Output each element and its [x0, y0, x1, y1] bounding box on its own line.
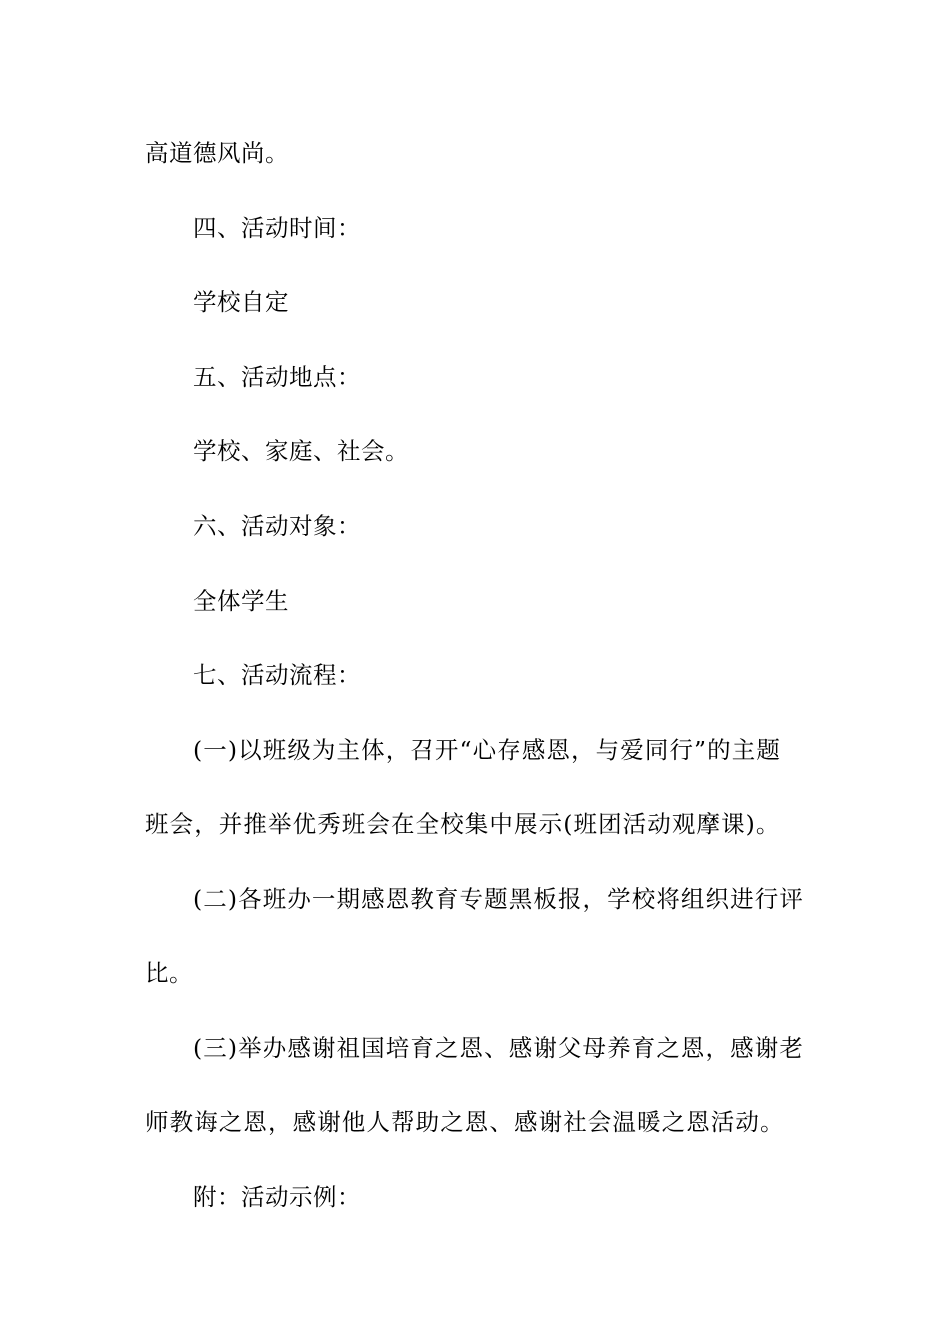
section-heading-activity-target: 六、活动对象：: [193, 512, 361, 540]
process-item-3-line-2: 师教诲之恩，感谢他人帮助之恩、感谢社会温暖之恩活动。: [145, 1108, 785, 1136]
process-item-3-line-1: (三)举办感谢祖国培育之恩、感谢父母养育之恩，感谢老: [193, 1034, 804, 1062]
process-item-1-line-2: 班会，并推举优秀班会在全校集中展示(班团活动观摩课)。: [145, 810, 781, 838]
process-item-2-line-2: 比。: [145, 959, 193, 987]
section-heading-activity-time: 四、活动时间：: [193, 214, 361, 242]
activity-location-value: 学校、家庭、社会。: [193, 437, 409, 465]
section-heading-activity-process: 七、活动流程：: [193, 661, 361, 689]
process-item-2-line-1: (二)各班办一期感恩教育专题黑板报，学校将组织进行评: [193, 885, 804, 913]
activity-time-value: 学校自定: [193, 288, 289, 316]
appendix-heading: 附：活动示例：: [193, 1183, 361, 1211]
section-heading-activity-location: 五、活动地点：: [193, 363, 361, 391]
paragraph-line-continuation: 高道德风尚。: [145, 139, 289, 167]
process-item-1-line-1: (一)以班级为主体，召开“心存感恩，与爱同行”的主题: [193, 736, 781, 764]
activity-target-value: 全体学生: [193, 587, 289, 615]
